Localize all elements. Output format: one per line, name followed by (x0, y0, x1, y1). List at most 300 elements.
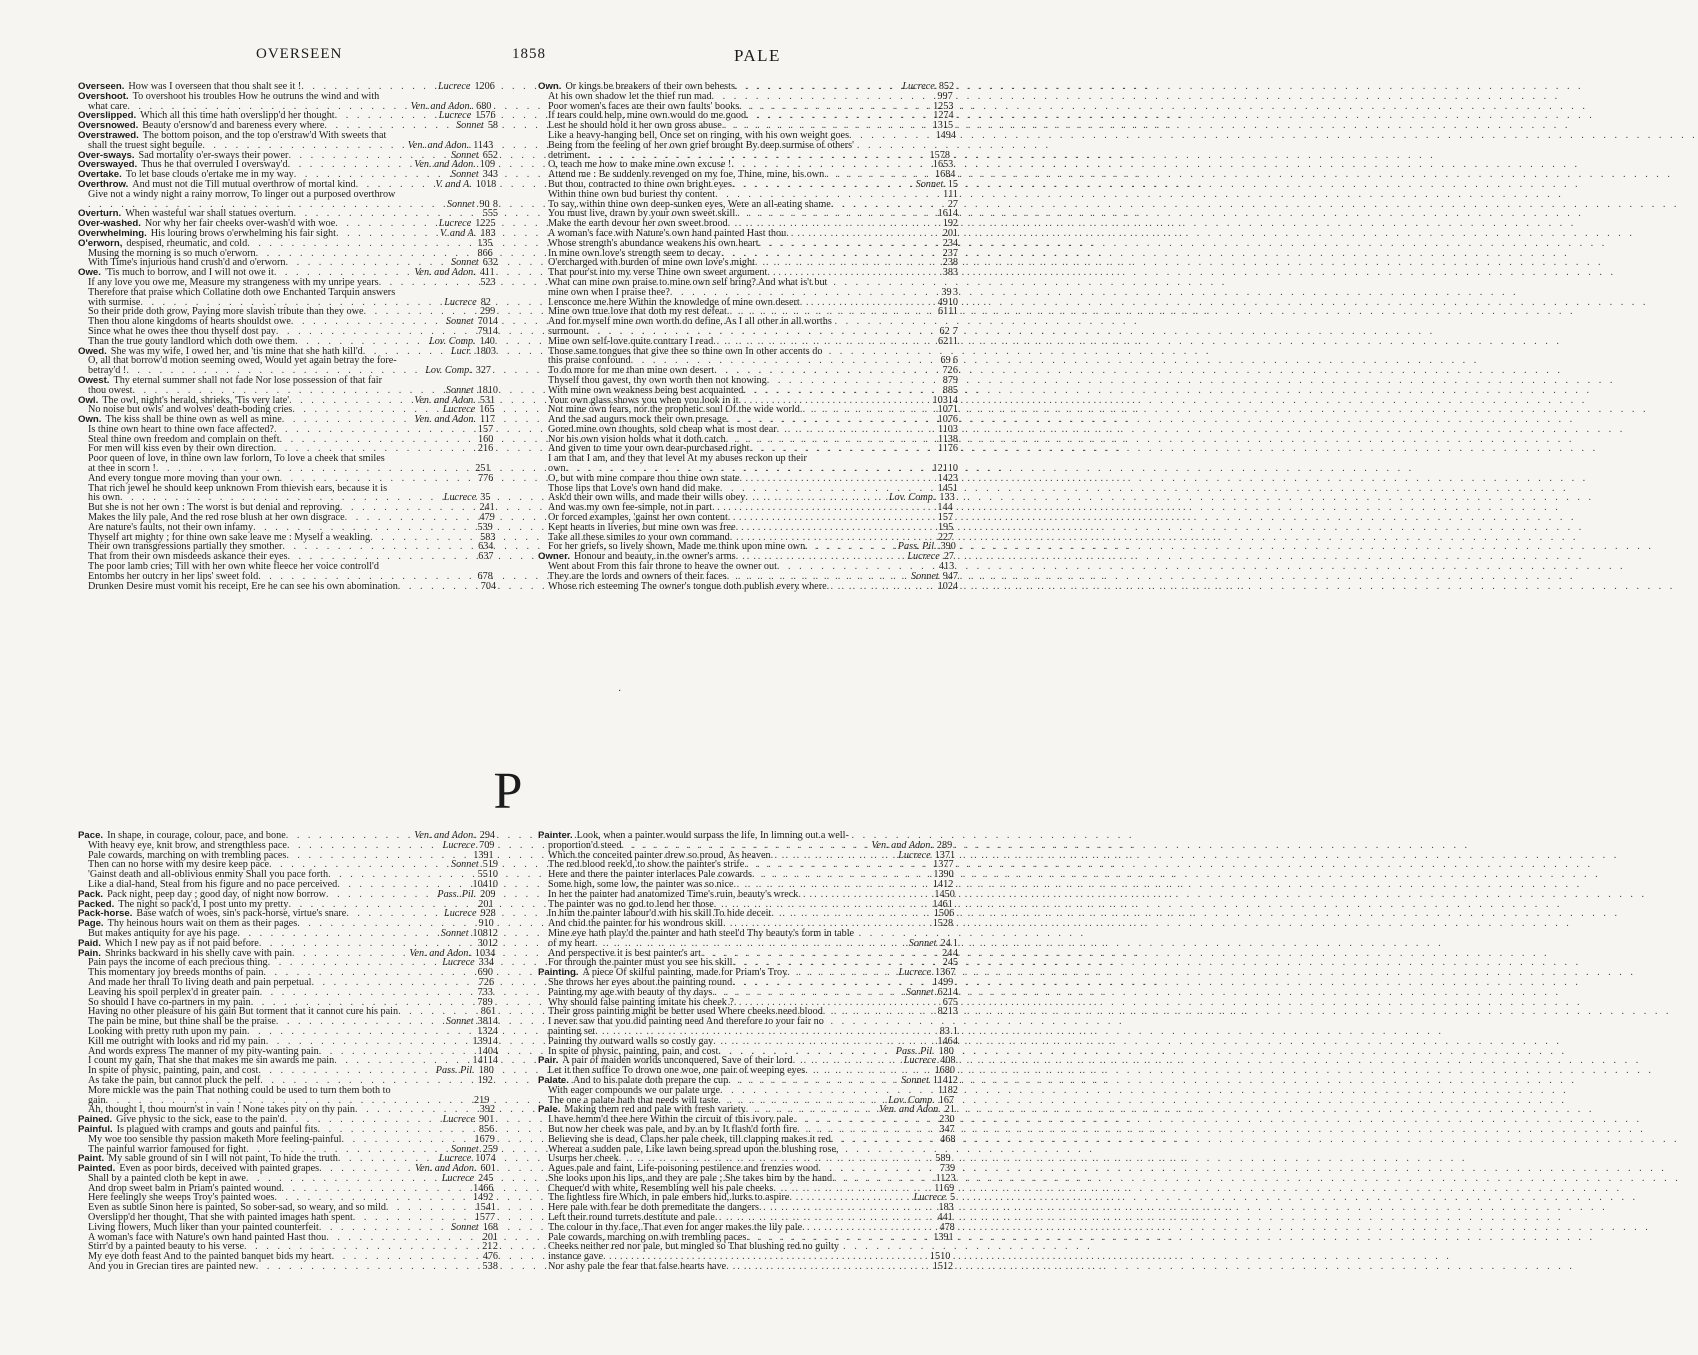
headword: Over-washed. (78, 218, 141, 230)
source-title: Lov. Comp. (888, 1094, 935, 1106)
headword: Pack. (78, 888, 104, 900)
source-title: Pass. Pil. (437, 888, 477, 900)
reference-number: 201 (478, 898, 494, 910)
dot-leader (831, 1135, 940, 1145)
quotation-text: Whereat a sudden pale, Like lawn being spread upon the blushing rose, (548, 1143, 839, 1155)
citation-line (78, 582, 498, 592)
section-letter: P (493, 763, 523, 820)
quotation-text: Living flowers, Much liker than your painted counterfeit (88, 1221, 319, 1233)
source-title: Lucrece (438, 81, 471, 92)
reference-number: 227 (937, 531, 954, 543)
quotation-text: No noise but owls' and wolves' death-boding cries (88, 404, 293, 416)
quotation-text: In mine own love's strength seem to decay (548, 247, 721, 259)
reference-number: 118 (937, 1084, 953, 1096)
reference-number: 289 (936, 839, 953, 851)
source-title: Lucrece (442, 404, 476, 416)
source-title: Ven. and Adon. (414, 267, 476, 279)
headword: Page. (78, 918, 104, 930)
quotation-text: Look, when a painter would surpass the life, In limning out a well- (576, 830, 849, 841)
quotation-text: The owl, night's herald, shrieks, 'Tis very late' (102, 394, 290, 406)
reference-number: 928 (480, 908, 496, 920)
quotation-text: Thy heinous hours wait on them as their pages (107, 918, 298, 930)
line-number: 6 (952, 414, 958, 426)
reference-number: 23 (942, 237, 953, 249)
page-number: 1858 (512, 46, 546, 62)
quotation-text: To say, within thine own deep-sunken eyes, Were an all-eating shame (548, 198, 831, 210)
quotation-text: Usurps her cheek (548, 1153, 619, 1165)
reference-number: 82 (937, 1006, 948, 1018)
reference-number: 241 (479, 502, 495, 514)
stray-mark: · (618, 686, 622, 697)
headword: Pair. (538, 1055, 559, 1067)
source-title: Ven. and Adon. (409, 947, 471, 959)
headword: Overthrow. (78, 178, 129, 190)
source-title: Sonnet (445, 384, 474, 396)
source-title: Pass. Pil. (435, 1065, 475, 1077)
reference-number: 739 (939, 1163, 956, 1175)
headword: Own. (538, 81, 562, 92)
source-title: Lucrece (438, 110, 472, 122)
quotation-text: Then can no horse with my desire keep pace (88, 859, 270, 871)
line-number: 10 (487, 869, 498, 881)
reference-number: 1466 (473, 1182, 494, 1194)
line-number: 2 (492, 149, 498, 161)
reference-number: 1494 (935, 129, 956, 141)
quotation-text: And perspective it is best painter's art (548, 947, 701, 959)
quotation-text: Give not a windy night a rainy morrow, To linger out a purposed overthrow (88, 188, 396, 200)
quotation-text: She was my wife, I owed her, and 'tis mine that she hath kill'd (110, 345, 363, 357)
quotation-text: with surmise (88, 296, 141, 308)
quotation-text: But she is not her own : The worst is but denial and reproving (88, 502, 340, 514)
quotation-text: The pain be mine, but thine shall be the praise (88, 1016, 276, 1028)
reference-number: 117 (938, 443, 953, 455)
quotation-text: In spite of physic, painting, pain, and cost (88, 1065, 259, 1077)
quotation-text: I never saw that you did painting need And therefore to your fair no (548, 1016, 824, 1028)
reference-number: 1315 (932, 120, 954, 132)
line-number: 2 (952, 218, 958, 230)
reference-number: 479 (479, 512, 495, 524)
dot-leader (823, 1007, 938, 1017)
reference-number: 23 (942, 247, 953, 259)
reference-number: 18 (477, 384, 488, 396)
quotation-text: Shall by a painted cloth be kept in awe (88, 1172, 246, 1184)
line-number: 8 (952, 433, 958, 445)
quotation-text: Which all this time hath overslipp'd her thought (140, 110, 335, 122)
reference-number: 180 (478, 1065, 494, 1077)
quotation-text: this praise confound (548, 355, 631, 367)
line-number: 6 (952, 365, 958, 377)
quotation-text: A woman's face with Nature's own hand painted Hast thou (88, 1231, 327, 1243)
quotation-text: despised, rheumatic, and cold (126, 237, 248, 249)
quotation-text: Ah, thought I, thou mourn'st in vain ! None takes pity on thy pain (88, 1104, 355, 1116)
reference-number: 30 (477, 937, 488, 949)
source-title: Ven. and Adon. (871, 839, 933, 851)
reference-number: 1206 (474, 81, 495, 92)
line-number: 10 (947, 296, 958, 308)
reference-number: 107 (937, 414, 953, 426)
quotation-text: Thus he that overruled I oversway'd (141, 159, 288, 171)
quotation-text: And chid the painter for his wondrous skill (548, 918, 724, 930)
quotation-text: My woe too sensible thy passion maketh More feeling-painful (88, 1133, 342, 1145)
source-title: Sonnet (908, 937, 937, 949)
quotation-text: Even as poor birds, deceived with painted grapes (119, 1163, 320, 1175)
quotation-text: Kill me outright with looks and rid my pain (88, 1035, 266, 1047)
headword: Painter. (538, 830, 573, 841)
reference-number: 408 (940, 1055, 956, 1067)
line-number: 2 (492, 257, 498, 269)
quotation-text: Making them red and pale with fresh variety (564, 1104, 746, 1116)
headword: Oversnowed. (78, 120, 139, 132)
quotation-text: This momentary joy breeds months of pain (88, 967, 264, 979)
quotation-text: In her the painter had anatomized Time's ruin, beauty's wreck (548, 888, 799, 900)
quotation-text: I am that I am, and they that level At my abuses reckon up their (548, 453, 807, 465)
quotation-text: Like a dial-hand, Steal from his figure and no pace perceived (88, 878, 338, 890)
reference-number: 20 (942, 227, 953, 239)
quotation-text: A woman's face with Nature's own hand painted Hast thou (548, 227, 787, 239)
reference-number: 140 (479, 335, 495, 347)
headword: Owner. (538, 551, 570, 563)
reference-number: 733 (477, 986, 493, 998)
quotation-text: of my heart (548, 937, 595, 949)
quotation-text: Those same tongues that give thee so thine own In other accents do (548, 345, 823, 357)
quotation-text: More mickle was the pain That nothing could be used to turn them both to (88, 1084, 391, 1096)
quotation-text: Thyself art mighty ; for thine own sake leave me : Myself a weakling (88, 531, 371, 543)
reference-number: 167 (938, 1094, 955, 1106)
reference-number: 468 (940, 1133, 956, 1145)
reference-number: 1143 (473, 139, 494, 151)
quotation-text: Painting thy outward walls so costly gay (548, 1035, 714, 1047)
source-title: Lucrece (442, 839, 476, 851)
source-title: Sonnet (901, 1074, 929, 1086)
quotation-text: Take all these similes to your own command (548, 531, 730, 543)
reference-number: 589 (935, 1153, 951, 1165)
quotation-text: A piece Of skilful painting, made for Priam's Troy (582, 967, 788, 979)
headword: O'erworn, (78, 237, 123, 249)
line-number: 3 (952, 267, 958, 279)
reference-number: 51 (482, 859, 493, 871)
quotation-text: But thou, contracted to thine own bright eyes (548, 178, 732, 190)
reference-number: 83 (939, 1025, 950, 1037)
quotation-text: Not mine own fears, nor the prophetic soul Of the wide world (548, 404, 800, 416)
quotation-text: Thyself thou gavest, thy own worth then not knowing (548, 374, 767, 386)
reference-number: 637 (478, 551, 494, 563)
reference-number: 1371 (934, 849, 956, 861)
quotation-text: Pain pays the income of each precious thing (88, 957, 268, 969)
reference-number: 209 (480, 888, 496, 900)
reference-number: 94 (942, 570, 953, 582)
line-number: 7 (952, 198, 958, 210)
quotation-text: You must live, drawn by your own sweet skill (548, 208, 736, 220)
line-number: 8 (952, 257, 958, 269)
quotation-text: Poor queen of love, in thine own law forlorn, To love a cheek that smiles (88, 453, 385, 465)
quotation-text: Lest he should hold it her own gross abuse (548, 120, 722, 132)
reference-number: 65 (482, 149, 493, 161)
headword: Overseen. (78, 81, 125, 92)
quotation-text: Having no other pleasure of his gain But torment that it cannot cure his pain (88, 1006, 399, 1018)
line-number: 2 (492, 1241, 498, 1253)
quotation-text: Here feelingly she weeps Troy's painted woes (88, 1192, 275, 1204)
quotation-text: Since what he owes thee thou thyself dost pay (88, 325, 276, 337)
quotation-text: I have hemm'd thee here Within the circuit of this ivory pale (548, 1114, 794, 1126)
quotation-text: gain (88, 1094, 106, 1106)
reference-number: 251 (475, 463, 491, 475)
reference-number: 1506 (933, 908, 955, 920)
reference-number: 1 (947, 178, 953, 190)
citation-line (538, 1262, 958, 1272)
quotation-text: Or kings be breakers of their own behests (565, 81, 735, 92)
quotation-text: shall the truest sight beguile (88, 139, 203, 151)
source-title: Lucrece (438, 218, 472, 230)
line-number: 9 (492, 1143, 498, 1155)
quotation-text: When wasteful war shall statues overturn (125, 208, 294, 220)
reference-number: 146 (937, 1035, 953, 1047)
reference-number: 1510 (929, 1251, 951, 1263)
headword: Overswayed. (78, 159, 138, 171)
quotation-text: As take the pain, but cannot pluck the pelf (88, 1074, 261, 1086)
quotation-text: My sable ground of sin I will not paint, To hide the truth (108, 1153, 338, 1165)
quotation-text: The poor lamb cries; Till with her own white fleece her voice controll'd (88, 561, 379, 573)
headword: Over-sways. (78, 149, 135, 161)
quotation-text: O, but with mine compare thou thine own state (548, 472, 740, 484)
quotation-text: But makes antiquity for aye his page (88, 927, 238, 939)
reference-number: 20 (482, 1231, 493, 1243)
source-title: Lucrece (898, 849, 931, 861)
reference-number: 23 (942, 257, 953, 269)
line-number: 3 (952, 472, 958, 484)
quotation-text: My eye doth feast And to the painted banquet bids my heart (88, 1251, 332, 1263)
dot-leader (256, 1262, 483, 1272)
reference-number: 856 (478, 1123, 495, 1135)
reference-number: 114 (932, 1074, 948, 1086)
reference-number: 1390 (933, 869, 954, 881)
headword: Overshoot. (78, 90, 129, 102)
reference-number: 441 (937, 1212, 953, 1224)
quotation-text: Like a heavy-hanging bell, Once set on ringing, with his own weight goes (548, 129, 850, 141)
line-number: 11 (948, 188, 958, 200)
quotation-text: Which I new pay as if not paid before (104, 937, 259, 949)
source-title: Ven. and Adon. (414, 830, 476, 841)
headword: Overtake. (78, 169, 122, 181)
quotation-text: Honour and beauty, in the owner's arms (574, 551, 736, 563)
reference-number: 145 (937, 482, 953, 494)
quotation-text: Some high, some low, the painter was so nice (548, 878, 734, 890)
quotation-text: Whose strength's abundance weakens his own heart (548, 237, 759, 249)
quotation-text: Why should false painting imitate his cheek ? (548, 996, 734, 1008)
reference-number: 1450 (934, 888, 955, 900)
quotation-text: Agues pale and faint, Life-poisoning pestilence and frenzies wood (548, 1163, 819, 1175)
quotation-text: 'Tis much to borrow, and I will not owe it (104, 267, 274, 279)
reference-number: 21 (944, 1104, 955, 1116)
reference-number: 139 (472, 1035, 488, 1047)
line-number: 7 (952, 247, 958, 259)
reference-number: 195 (937, 521, 954, 533)
reference-number: 1653 (932, 159, 954, 171)
dot-leader (726, 1262, 933, 1272)
reference-number: 142 (937, 472, 953, 484)
line-number: 6 (952, 355, 958, 367)
quotation-text: And you in Grecian tires are painted new (88, 1261, 256, 1273)
source-title: Sonnet (450, 149, 479, 161)
reference-number: 1679 (474, 1133, 495, 1145)
line-number: 8 (492, 1221, 498, 1233)
reference-number: 35 (480, 492, 491, 504)
reference-number: 19 (942, 218, 953, 230)
quotation-text: I ensconce me here Within the knowledge of mine own desert (548, 296, 800, 308)
reference-number: 113 (938, 433, 953, 445)
headword: Pace. (78, 830, 104, 841)
reference-number: 63 (482, 257, 493, 269)
line-number: 7 (952, 325, 959, 337)
reference-number: 334 (478, 957, 494, 969)
reference-number: 107 (937, 404, 953, 416)
quotation-text: Kept hearts in liveries, but mine own was free (548, 521, 736, 533)
source-title: Lov. Comp. (425, 365, 472, 377)
line-number: 1 (952, 227, 958, 239)
column-bottom-right (538, 831, 958, 1272)
reference-number: 39 (941, 286, 952, 298)
reference-number: 27 (943, 551, 954, 563)
reference-number: 55 (477, 869, 488, 881)
source-title: Ven. and Adon. (414, 159, 476, 171)
reference-number: 109 (479, 159, 496, 171)
quotation-text: Then thou alone kingdoms of hearts shouldst owe (88, 316, 291, 328)
quotation-text: If tears could help, mine own would do me good (548, 110, 747, 122)
quotation-text: In spite of physic, painting, pain, and cost (548, 1045, 719, 1057)
line-number: 7 (952, 570, 958, 582)
source-title: Sonnet (456, 120, 484, 132)
reference-number: 2 (947, 198, 953, 210)
reference-number: 108 (472, 927, 488, 939)
reference-number: 634 (478, 541, 494, 553)
reference-number: 82 (480, 296, 491, 308)
quotation-text: Nor ashy pale the fear that false hearts have (548, 1261, 727, 1273)
reference-number: 1391 (473, 849, 494, 861)
quotation-text: Believing she is dead, Claps her pale cheek, till clapping makes it red (548, 1133, 831, 1145)
quotation-text: The red blood reek'd, to show the painter's strife (548, 859, 745, 871)
quotation-text: Is plagued with cramps and gouts and painful fits (116, 1123, 318, 1135)
column-bottom-left (78, 831, 498, 1272)
quotation-text: And must not die Till mutual overthrow of mortal kind (132, 178, 356, 190)
reference-number: 25 (482, 1143, 493, 1155)
reference-number: 531 (479, 394, 496, 406)
column-top-right (538, 82, 958, 591)
line-number: 4 (492, 1025, 498, 1037)
line-number: 14 (487, 1016, 498, 1028)
line-number: 8 (492, 1261, 498, 1273)
reference-number: 1391 (933, 1231, 954, 1243)
line-number: 5 (952, 996, 958, 1008)
headword: Overwhelming. (78, 227, 147, 239)
quotation-text: The kiss shall be thine own as well as mine (105, 414, 282, 426)
reference-number: 1074 (475, 1153, 496, 1165)
reference-number: 192 (477, 1074, 493, 1086)
reference-number: 38 (477, 1016, 488, 1028)
quotation-text: Even as subtle Sinon here is painted, So sober-sad, so weary, and so mild (88, 1202, 386, 1214)
quotation-text: painting set (548, 1025, 596, 1037)
quotation-text: And made her thrall To living death and pain perpetual (88, 976, 312, 988)
reference-number: 70 (477, 316, 488, 328)
quotation-text: Sad mortality o'er-sways their power (138, 149, 289, 161)
quotation-text: Within thine own bud buriest thy content (548, 188, 716, 200)
reference-number: 72 (942, 365, 953, 377)
quotation-text: The painful warrior famoused for fight (88, 1143, 247, 1155)
reference-number: 16 (937, 208, 948, 220)
line-number: 14 (947, 208, 958, 220)
reference-number: 1169 (934, 1182, 955, 1194)
reference-number: 901 (479, 1114, 495, 1126)
reference-number: 47 (482, 1251, 493, 1263)
source-title: Ven. and Adon. (415, 1163, 477, 1175)
source-title: Lov. Comp. (888, 492, 936, 504)
quotation-text: Than the true gouty landlord which doth owe them (88, 335, 296, 347)
quotation-text: detriment (548, 149, 588, 161)
line-number: 14 (947, 986, 958, 998)
quotation-text: 'Gainst death and all-oblivious enmity Shall you pace forth (88, 869, 329, 881)
reference-number: 102 (937, 580, 953, 592)
headword: Owl. (78, 394, 99, 406)
quotation-text: Leaving his spoil perplex'd in greater pain (88, 986, 260, 998)
quotation-text: thou owest (88, 384, 133, 396)
quotation-text: betray'd ! (88, 365, 127, 377)
quotation-text: Nor his own vision holds what it doth catch (548, 433, 726, 445)
quotation-text: That rich jewel he should keep unknown From thievish ears, because it is (88, 482, 388, 494)
reference-number: 24 (940, 937, 951, 949)
headword: Owed. (78, 345, 107, 357)
reference-number: 726 (478, 976, 495, 988)
reference-number: 1 (943, 188, 949, 200)
source-title: Ven. and Adon. (410, 100, 473, 112)
headword: Owe. (78, 267, 101, 279)
reference-number: 157 (477, 423, 494, 435)
quotation-text: Give physic to the sick, ease to the pain'd (116, 1114, 285, 1126)
quotation-text: At his own shadow let the thief run mad (548, 90, 712, 102)
quotation-text: Stirr'd by a painted beauty to his verse (88, 1241, 245, 1253)
reference-number: 79 (477, 325, 488, 337)
reference-number: 776 (478, 472, 494, 484)
reference-number: 110 (938, 423, 953, 435)
reference-number: 852 (938, 81, 955, 92)
source-title: Sonnet (450, 1143, 479, 1155)
line-number: 8 (492, 198, 498, 210)
quotation-text: For men will kiss even by their own direction (88, 443, 274, 455)
source-title: Lucrece (444, 296, 477, 308)
quotation-text: Steal thine own freedom and complain on theft (88, 433, 280, 445)
line-number: 13 (947, 1006, 958, 1018)
reference-number: 34 (482, 169, 493, 181)
reference-number: 103 (932, 394, 948, 406)
quotation-text: Makes the lily pale, And the red rose blush at her own disgrace (88, 512, 345, 524)
quotation-text: Mine eye hath play'd the painter and hath steel'd Thy beauty's form in table (548, 927, 855, 939)
quotation-text: Thy eternal summer shall not fade Nor lose possession of that fair (113, 374, 382, 386)
reference-number: 910 (478, 918, 494, 930)
quotation-text: Painting my age with beauty of thy days (548, 986, 713, 998)
quotation-text: So their pride doth grow, Paying more slavish tribute than they owe (88, 306, 364, 318)
reference-number: 1034 (474, 947, 496, 959)
line-number: 1 (952, 404, 958, 416)
quotation-text: And the sad augurs mock their own presage (548, 414, 727, 426)
reference-number: 390 (940, 541, 956, 553)
reference-number: 347 (939, 1123, 955, 1135)
line-number: 12 (947, 1074, 958, 1086)
source-title: Ven. and Adon. (407, 139, 470, 151)
quotation-text: She looks upon his lips, and they are pale ; She takes him by the hand (548, 1172, 833, 1184)
quotation-text: And for myself mine own worth do define, As I all other in all worths (548, 316, 832, 328)
quotation-text: Cheeks neither red nor pale, but mingled so That blushing red no guilty (548, 1241, 839, 1253)
reference-number: 1578 (929, 149, 950, 161)
quotation-text: What can mine own praise to mine own self bring? And what is't but (548, 276, 828, 288)
quotation-text: surmount (548, 325, 587, 337)
quotation-text: Left their round turrets destitute and pale (548, 1212, 715, 1224)
